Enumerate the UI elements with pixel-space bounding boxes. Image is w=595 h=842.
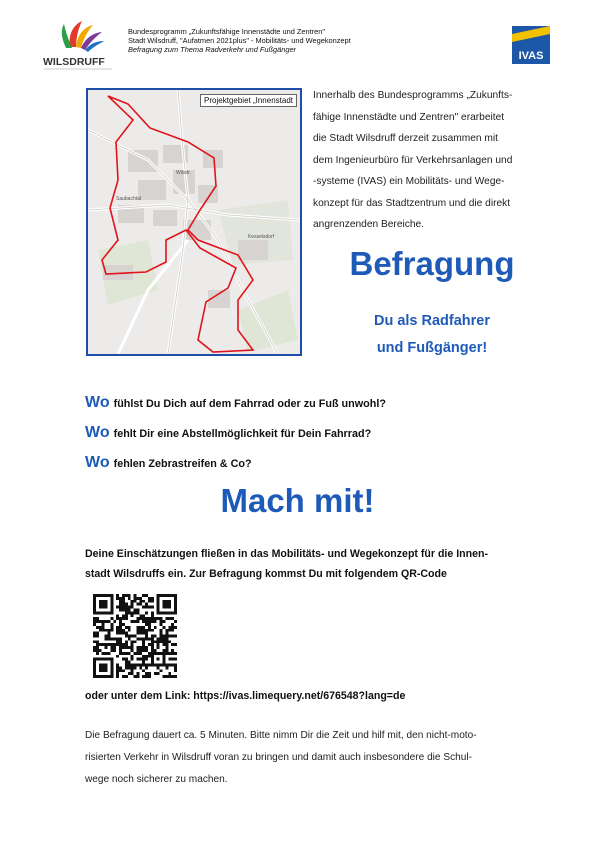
closing-line: risierten Verkehr in Wilsdruff voran zu bringen und damit auch insbesondere die Schul- [85,752,472,763]
intro-line: Innerhalb des Bundesprogramms „Zukunfts- [313,90,513,101]
info-line: Deine Einschätzungen fließen in das Mobilitäts- und Wegekonzept für die Innen- [85,548,488,560]
header-line-1: Bundesprogramm „Zukunftsfähige Innenstädte und Zentren" [128,27,325,36]
info-line: stadt Wilsdruffs ein. Zur Befragung kommst Du mit folgendem QR-Code [85,568,447,580]
question-text: fehlen Zebrastreifen & Co? [113,458,252,470]
wilsdruff-logo [40,17,116,71]
question-text: fühlst Du Dich auf dem Fahrrad oder zu Fuß unwohl? [113,398,386,410]
ivas-logo [512,26,550,64]
map-label: Projektgebiet „Innenstadt [200,94,297,107]
survey-link[interactable]: oder unter dem Link: https://ivas.limequery.net/676548?lang=de [85,690,406,702]
intro-line: die Stadt Wilsdruff derzeit zusammen mit [313,133,498,144]
call-to-action: Mach mit! [220,482,375,519]
intro-line: dem Ingenieurbüro für Verkehrsanlagen und [313,154,513,166]
closing-line: wege noch sicherer zu machen. [85,774,228,785]
question-1 [85,394,386,412]
closing-line: Die Befragung dauert ca. 5 Minuten. Bitte nimm Dir die Zeit und hilf mit, den nicht-moto- [85,730,477,741]
svg-text:Saubachtal: Saubachtal [116,196,142,202]
intro-paragraph [313,85,558,236]
info-paragraph [85,544,555,584]
project-area-map [86,88,302,356]
intro-line: angrenzenden Bereiche. [313,219,425,230]
survey-subtitle [313,308,551,362]
svg-text:WILSDRUFF: WILSDRUFF [43,56,105,68]
intro-line: -systeme (IVAS) ein Mobilitäts- und Wege- [313,176,505,187]
map-graphic [88,90,300,354]
question-text: fehlt Dir eine Abstellmöglichkeit für Dein Fahrrad? [113,428,372,440]
svg-text:Kesselsdorf: Kesselsdorf [248,234,275,240]
closing-paragraph [85,725,555,791]
question-3 [85,454,252,472]
svg-text:Wilsdr.: Wilsdr. [176,170,191,176]
subtitle-line: und Fußgänger! [376,340,488,356]
svg-text:IVAS: IVAS [518,50,544,62]
survey-title: Befragung [349,245,515,282]
subtitle-line: Du als Radfahrer [373,313,491,329]
question-2 [85,424,371,442]
question-wo: Wo [85,454,110,471]
header-line-3: Befragung zum Thema Radverkehr und Fußgänger [128,45,297,54]
question-wo: Wo [85,424,110,441]
question-wo: Wo [85,394,110,411]
intro-line: konzept für das Stadtzentrum und die direkt [313,197,511,209]
header-text [128,27,351,54]
header-line-2: Stadt Wilsdruff, "Aufatmen 2021plus" - Mobilitäts- und Wegekonzept [128,36,351,45]
qr-code[interactable] [93,594,177,678]
intro-line: fähige Innenstädte und Zentren" erarbeitet [313,111,505,123]
